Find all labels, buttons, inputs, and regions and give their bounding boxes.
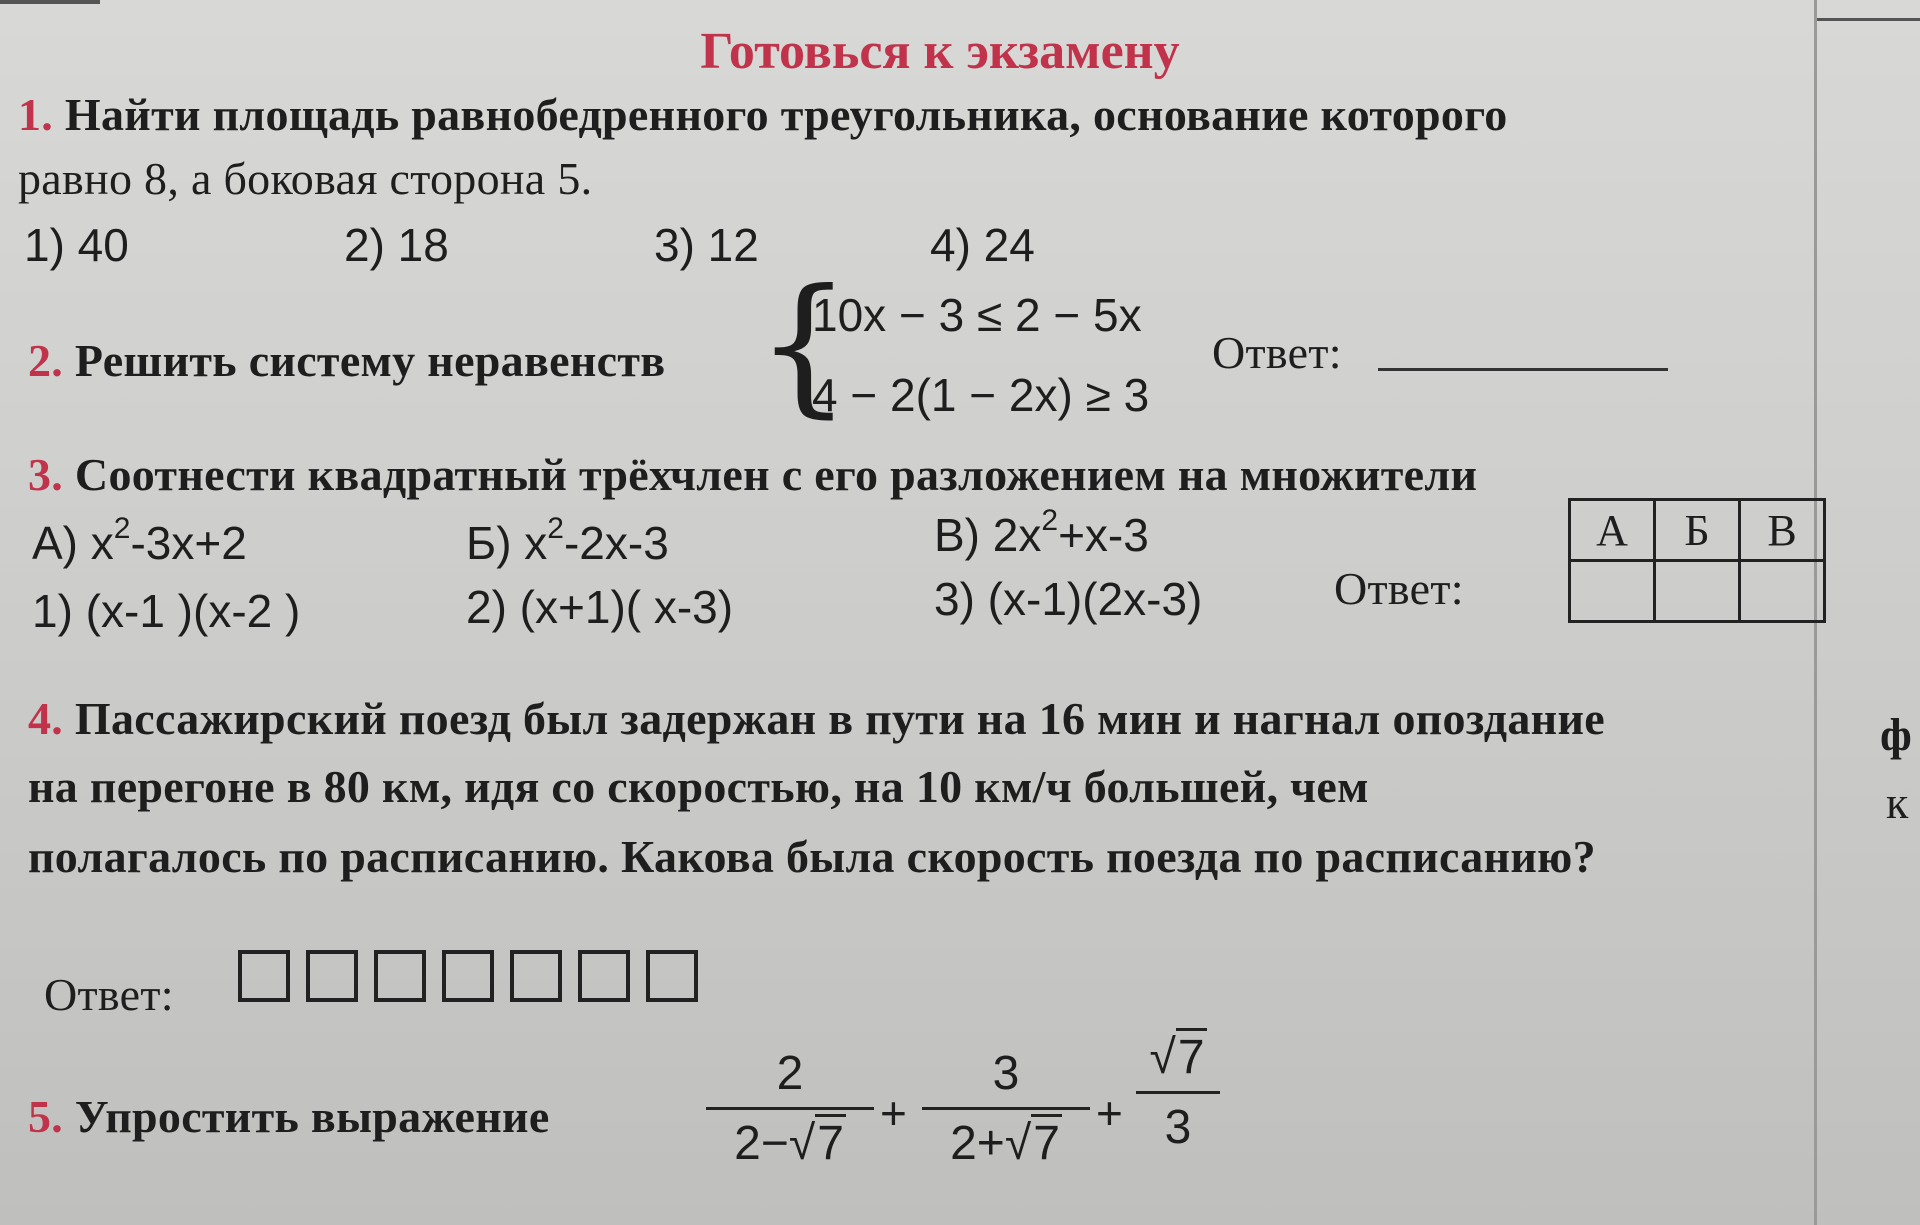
q1-option-4: 4) 24 <box>930 219 1035 271</box>
q1-option-1: 1) 40 <box>24 219 129 271</box>
q3-factor-3: 3) (x-1)(2x-3) <box>934 573 1203 625</box>
sqrt-icon: √7 <box>1149 1030 1206 1085</box>
answer-box-4[interactable] <box>442 950 494 1002</box>
page-edge-line-right <box>1816 18 1920 21</box>
q3-item-b-base: x <box>524 517 548 569</box>
q5-line <box>28 1090 550 1143</box>
fraction-2-numerator: 3 <box>992 1047 1020 1100</box>
q3-item-b-label: Б) <box>466 517 512 569</box>
fraction-3-bar <box>1136 1091 1220 1094</box>
answer-box-5[interactable] <box>510 950 562 1002</box>
q2-answer-label: Ответ: <box>1212 327 1342 378</box>
fraction-1-radicand: 7 <box>815 1114 846 1170</box>
q3-item-b <box>466 512 669 570</box>
q5-text: Упростить выражение <box>74 1091 550 1142</box>
answer-cell-b[interactable] <box>1655 561 1740 622</box>
system-brace: { <box>756 258 852 432</box>
sqrt-icon: √7 <box>1005 1116 1062 1171</box>
q3-answer-label: Ответ: <box>1334 563 1464 614</box>
fraction-2-denominator <box>922 1116 1090 1171</box>
q1-text-line1: Найти площадь равнобедренного треугольника, основание которого <box>64 89 1508 140</box>
q1-option-2: 2) 18 <box>344 219 449 271</box>
answer-cell-a[interactable] <box>1570 561 1655 622</box>
q4-text-line3: полагалось по расписанию. Какова была скорость поезда по расписанию? <box>28 831 1596 882</box>
margin-text-1: ф <box>1880 709 1913 760</box>
q3-factor-2: 2) (x+1)( x-3) <box>466 581 734 633</box>
sqrt-icon: √7 <box>789 1116 846 1171</box>
fraction-2 <box>922 1046 1090 1171</box>
table-header-a: А <box>1570 500 1655 561</box>
q1-option-3: 3) 12 <box>654 219 759 271</box>
q3-item-a-base: x <box>90 517 114 569</box>
q3-text: Соотнести квадратный трёхчлен с его разложением на множители <box>74 449 1478 500</box>
q3-item-a <box>32 512 247 570</box>
q2-number: 2. <box>28 335 64 386</box>
q2-text: Решить систему неравенств <box>74 335 666 386</box>
answer-box-3[interactable] <box>374 950 426 1002</box>
q3-number: 3. <box>28 449 64 500</box>
q3-item-a-exp: 2 <box>113 512 131 545</box>
q3-item-c-label: В) <box>934 509 980 561</box>
fraction-1-bar <box>706 1107 874 1110</box>
q3-item-a-rest: -3x+2 <box>130 517 247 569</box>
answer-box-7[interactable] <box>646 950 698 1002</box>
answer-box-6[interactable] <box>578 950 630 1002</box>
fraction-3-numerator <box>1136 1030 1220 1085</box>
table-header-b: Б <box>1655 500 1740 561</box>
q3-item-c-base: 2x <box>992 509 1042 561</box>
q4-text-line2: на перегоне в 80 км, идя со скоростью, на 10 км/ч большей, чем <box>28 761 1369 812</box>
q3-factor-1: 1) (x-1 )(x-2 ) <box>32 585 301 637</box>
fraction-1-den-text: 2− <box>734 1117 789 1170</box>
fraction-3-denominator: 3 <box>1164 1101 1192 1154</box>
q1-number: 1. <box>18 89 54 140</box>
answer-box-1[interactable] <box>238 950 290 1002</box>
q3-item-c-rest: +x-3 <box>1058 509 1149 561</box>
q3-item-b-rest: -2x-3 <box>563 517 669 569</box>
q3-item-c-exp: 2 <box>1041 504 1059 537</box>
fraction-2-den-text: 2+ <box>950 1117 1005 1170</box>
answer-cell-c[interactable] <box>1740 561 1825 622</box>
q1-line1 <box>18 88 1508 141</box>
answer-box-2[interactable] <box>306 950 358 1002</box>
fraction-3-radicand: 7 <box>1176 1028 1207 1084</box>
q1-text-line2: равно 8, а боковая сторона 5. <box>18 153 593 204</box>
fraction-1 <box>706 1046 874 1171</box>
q2-line <box>28 334 665 387</box>
q3-answer-table <box>1568 498 1826 623</box>
q3-item-b-exp: 2 <box>547 512 564 545</box>
q4-line1 <box>28 692 1605 745</box>
fraction-2-radicand: 7 <box>1031 1114 1062 1170</box>
page-title: Готовься к экзамену <box>700 23 1180 80</box>
table-header-c: В <box>1740 500 1825 561</box>
q4-answer-boxes <box>238 950 698 1002</box>
q4-answer-label: Ответ: <box>44 969 174 1020</box>
q3-item-a-label: А) <box>32 517 78 569</box>
plus-sign-2: + <box>1096 1087 1123 1139</box>
fraction-1-numerator: 2 <box>776 1047 804 1100</box>
q3-line <box>28 448 1477 501</box>
plus-sign-1: + <box>880 1087 907 1139</box>
q5-number: 5. <box>28 1091 64 1142</box>
fraction-1-denominator <box>706 1116 874 1171</box>
q4-number: 4. <box>28 693 64 744</box>
page-edge-line <box>0 0 100 4</box>
fraction-2-bar <box>922 1107 1090 1110</box>
fraction-3 <box>1136 1030 1220 1155</box>
q4-text-line1: Пассажирский поезд был задержан в пути на 16 мин и нагнал опоздание <box>74 693 1606 744</box>
margin-text-2: к <box>1886 777 1909 828</box>
q3-item-c <box>934 504 1149 562</box>
inequality-1: 10x − 3 ≤ 2 − 5x <box>812 289 1142 341</box>
inequality-2: 4 − 2(1 − 2x) ≥ 3 <box>812 369 1150 421</box>
q2-answer-line[interactable] <box>1378 368 1668 371</box>
